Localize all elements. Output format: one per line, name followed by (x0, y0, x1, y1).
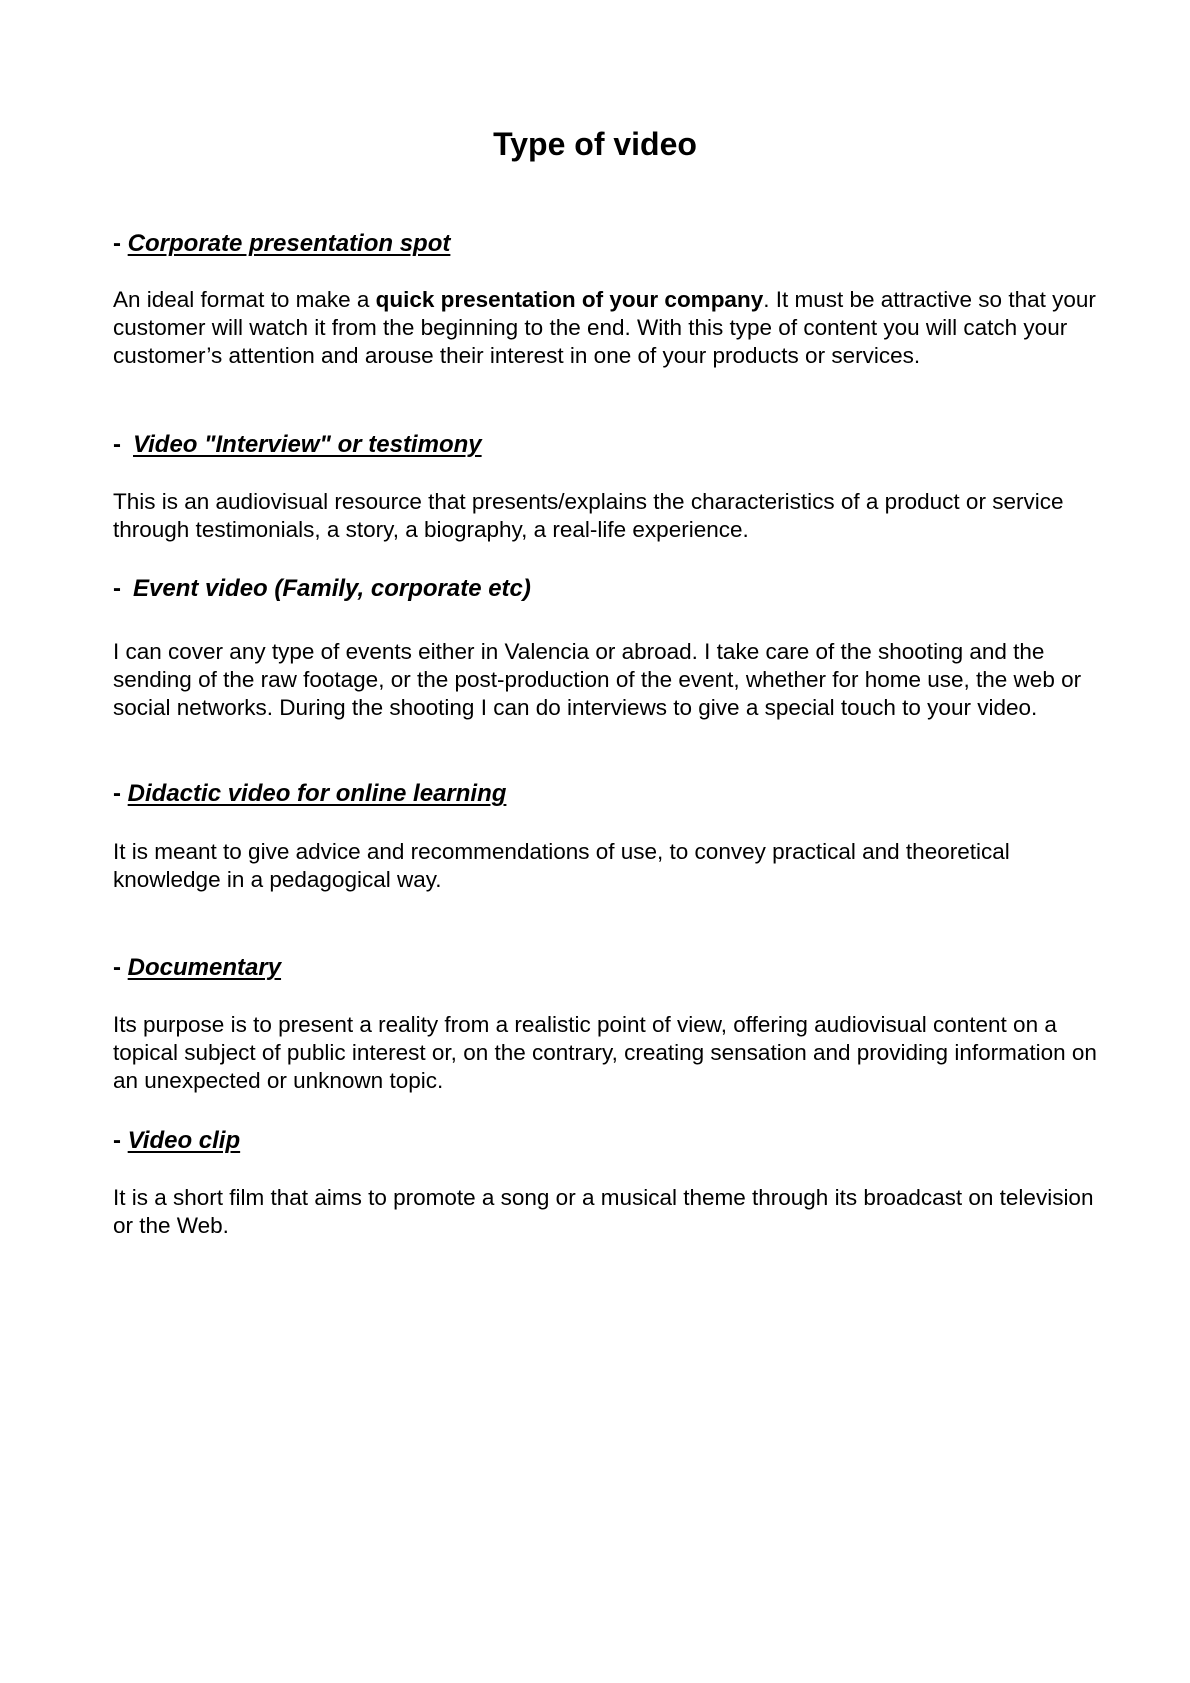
heading-text: Didactic video for online learning (127, 780, 507, 807)
heading-dash: - (113, 780, 121, 807)
heading-text: Event video (Family, corporate etc) (133, 575, 531, 602)
paragraph-bold-text: quick presentation of your company (375, 287, 764, 312)
heading-dash: - (113, 431, 121, 458)
heading-text: Corporate presentation spot (127, 230, 451, 257)
heading-text: Video "Interview" or testimony (133, 431, 482, 458)
paragraph-text: An ideal format to make a (113, 287, 376, 312)
section-heading-event (113, 574, 1093, 604)
section-heading-corporate-spot (113, 229, 1093, 259)
heading-dash: - (113, 1127, 121, 1154)
section-paragraph-video-clip: It is a short film that aims to promote a song or a musical theme through its broadcast on television or the Web. (113, 1185, 1094, 1238)
section-heading-video-clip (113, 1126, 1093, 1156)
section-paragraph-corporate-spot (113, 286, 1098, 370)
page-title: Type of video (493, 126, 697, 162)
section-heading-interview (113, 430, 1093, 460)
section-paragraph-event: I can cover any type of events either in Valencia or abroad. I take care of the shooting and the sending of the raw footage, or the post-production of the event, whether for home use, the web or social networks. During the shooting I can do interviews to give a special touch to your video. (113, 639, 1082, 720)
section-paragraph-documentary: Its purpose is to present a reality from a realistic point of view, offering audiovisual content on a topical subject of public interest or, on the contrary, creating sensation and providing information on an unexpected or unknown topic. (113, 1012, 1097, 1093)
heading-dash: - (113, 575, 121, 602)
heading-text: Documentary (127, 954, 282, 981)
section-paragraph-didactic: It is meant to give advice and recommendations of use, to convey practical and theoretical knowledge in a pedagogical way. (113, 839, 1010, 892)
paragraph-text: . It must be attractive so that your customer will watch it from the beginning to the end. With this type of content you will catch your customer’s attention and arouse their interest in one of your products or services. (113, 287, 1096, 368)
heading-dash: - (113, 230, 121, 257)
heading-dash: - (113, 954, 121, 981)
section-heading-didactic (113, 779, 1093, 809)
section-heading-documentary (113, 953, 1093, 983)
section-paragraph-interview: This is an audiovisual resource that presents/explains the characteristics of a product or service through testimonials, a story, a biography, a real-life experience. (113, 489, 1064, 542)
heading-text: Video clip (127, 1127, 241, 1154)
